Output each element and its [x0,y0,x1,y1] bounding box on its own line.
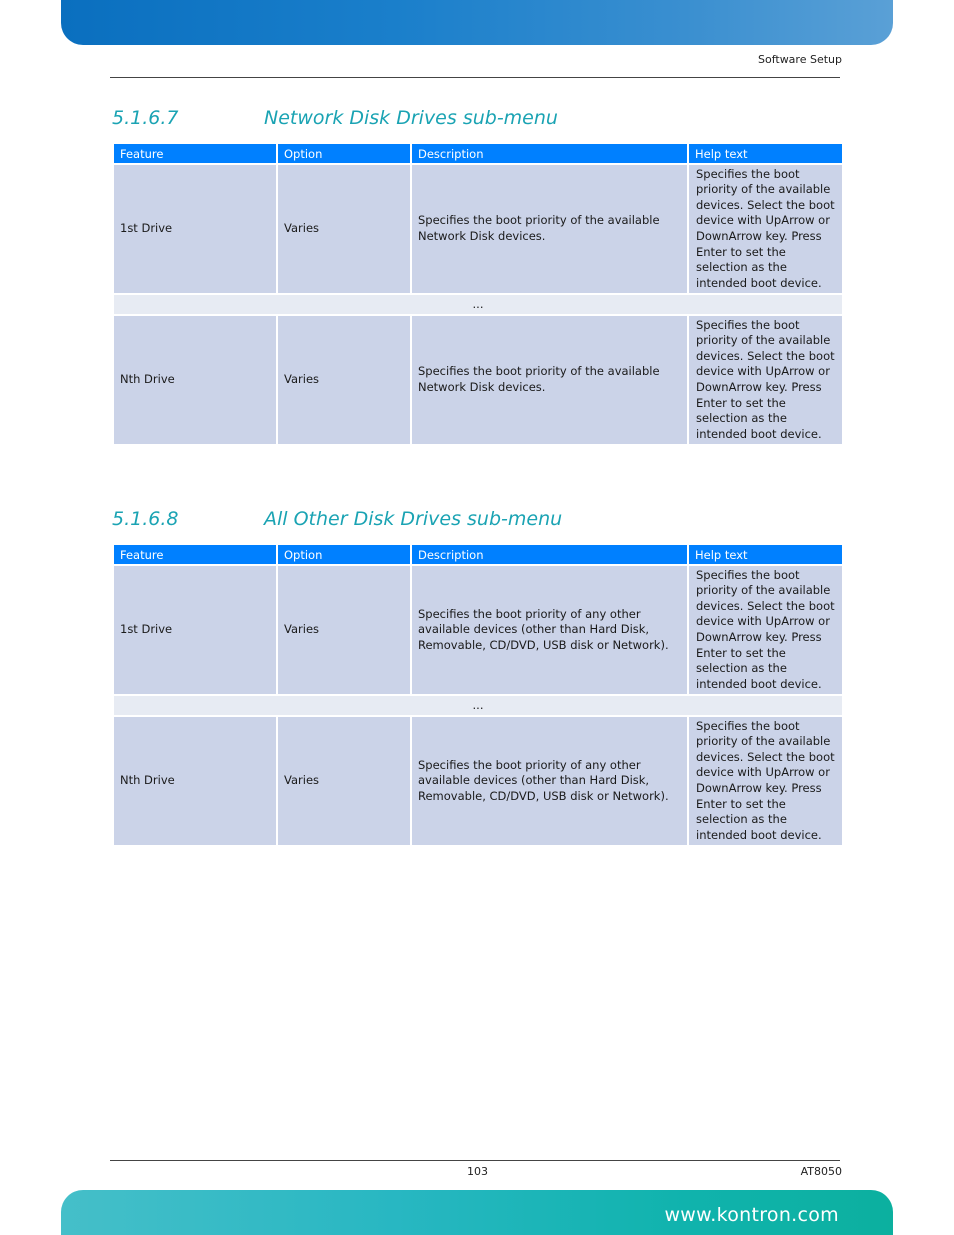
table-row [114,165,842,293]
column-header-help-text: Help text [689,545,842,564]
footer-divider [110,1160,840,1161]
section-number: 5.1.6.7 [112,107,179,129]
section-number: 5.1.6.8 [112,508,179,530]
column-header-description: Description [412,545,687,564]
feature-cell: 1st Drive [114,566,276,694]
table-row [114,566,842,694]
ellipsis-cell: ... [114,295,842,314]
option-cell: Varies [278,316,410,444]
column-header-feature: Feature [114,144,276,163]
help-text-cell: Specifies the boot priority of the available devices. Select the boot device with UpArrow or DownArrow key. Press Enter to set the selection as the intended boot device. [689,316,842,444]
table-header-row [114,144,842,163]
table-row [114,316,842,444]
table-row [114,717,842,845]
option-cell: Varies [278,165,410,293]
page-number: 103 [467,1165,488,1178]
help-text-cell: Specifies the boot priority of the available devices. Select the boot device with UpArrow or DownArrow key. Press Enter to set the selection as the intended boot device. [689,165,842,293]
section-heading-all-other [112,508,562,530]
section-title: All Other Disk Drives sub-menu [264,508,563,530]
option-cell: Varies [278,717,410,845]
feature-cell: 1st Drive [114,165,276,293]
all-other-disk-drives-table [112,543,844,847]
feature-cell: Nth Drive [114,717,276,845]
website-link[interactable]: www.kontron.com [664,1204,839,1226]
feature-cell: Nth Drive [114,316,276,444]
ellipsis-row [114,696,842,715]
help-text-cell: Specifies the boot priority of the available devices. Select the boot device with UpArrow or DownArrow key. Press Enter to set the selection as the intended boot device. [689,566,842,694]
network-disk-drives-table [112,142,844,446]
column-header-help-text: Help text [689,144,842,163]
section-heading-network [112,107,558,129]
section-title: Network Disk Drives sub-menu [264,107,558,129]
ellipsis-cell: ... [114,696,842,715]
running-header: Software Setup [757,53,842,66]
header-divider [110,77,840,78]
document-id: AT8050 [800,1165,842,1178]
column-header-description: Description [412,144,687,163]
option-cell: Varies [278,566,410,694]
column-header-option: Option [278,144,410,163]
column-header-feature: Feature [114,545,276,564]
ellipsis-row [114,295,842,314]
column-header-option: Option [278,545,410,564]
bottom-footer-band [61,1190,893,1235]
description-cell: Specifies the boot priority of any other available devices (other than Hard Disk, Removable, CD/DVD, USB disk or Network). [412,717,687,845]
help-text-cell: Specifies the boot priority of the available devices. Select the boot device with UpArrow or DownArrow key. Press Enter to set the selection as the intended boot device. [689,717,842,845]
description-cell: Specifies the boot priority of any other available devices (other than Hard Disk, Removable, CD/DVD, USB disk or Network). [412,566,687,694]
top-header-band [61,0,893,45]
description-cell: Specifies the boot priority of the available Network Disk devices. [412,316,687,444]
table-header-row [114,545,842,564]
description-cell: Specifies the boot priority of the available Network Disk devices. [412,165,687,293]
